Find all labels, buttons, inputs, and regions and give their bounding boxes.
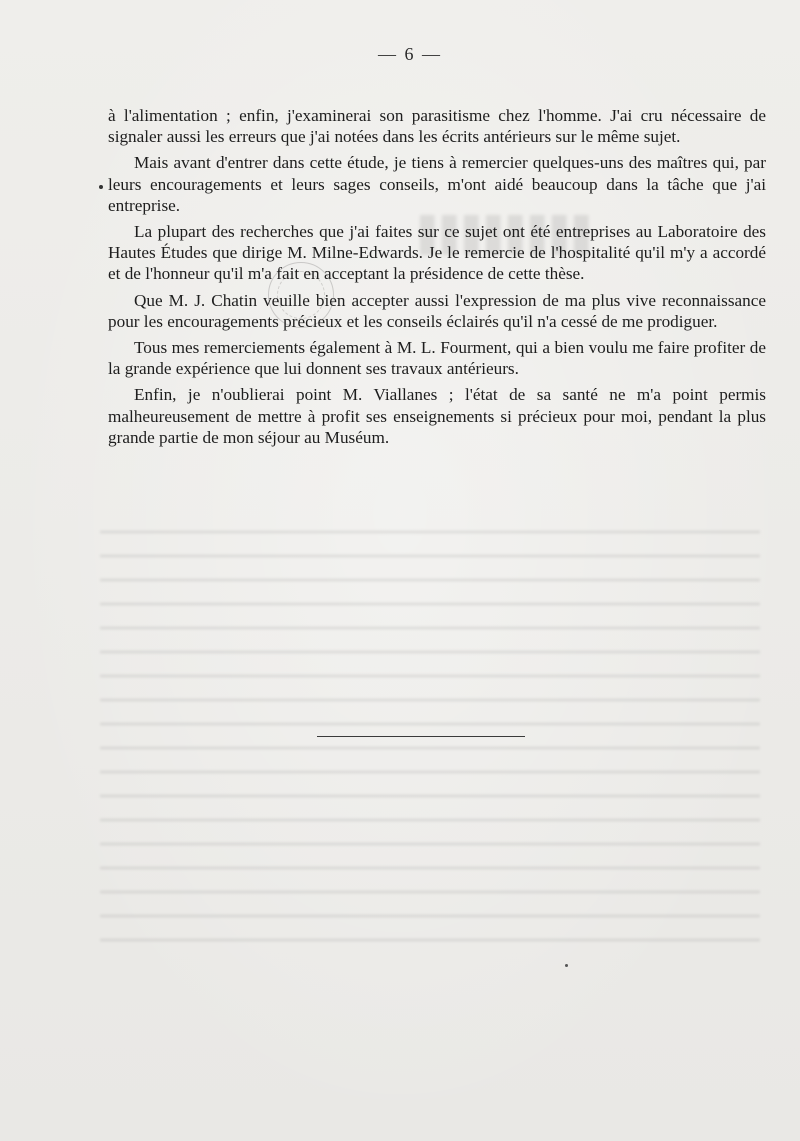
bleed-through-text xyxy=(100,520,760,960)
section-separator-rule xyxy=(317,736,525,737)
paragraph-thanks-intro: Mais avant d'entrer dans cette étude, je tiens à remercier quelques-uns des maîtres qui, par leurs encouragements et leurs sages conseils, m'ont aidé beaucoup dans la tâche que j'ai entreprise. xyxy=(108,153,766,215)
margin-dot xyxy=(99,185,103,189)
page-speck xyxy=(565,964,568,967)
paragraph-laboratory: La plupart des recherches que j'ai faites sur ce sujet ont été entreprises au Laboratoire des Hautes Études que dirige M. Milne-Edwards. Je le remercie de l'hospitalité qu'il m'y a accordé et de l'honneur qu'il m'a fait en acceptant la présidence de cette thèse. xyxy=(108,222,766,284)
paragraph-continuation: à l'alimentation ; enfin, j'examinerai son parasitisme chez l'homme. J'ai cru nécessaire de signaler aussi les erreurs que j'ai notées dans les écrits antérieurs sur le même sujet. xyxy=(108,106,766,147)
body-text xyxy=(108,105,766,453)
paragraph-viallanes: Enfin, je n'oublierai point M. Viallanes ; l'état de sa santé ne m'a point permis malheureusement de mettre à profit ses enseignements si précieux pour moi, pendant la plus grande partie de mon séjour au Muséum. xyxy=(108,385,766,447)
paragraph-fourment: Tous mes remerciements également à M. L. Fourment, qui a bien voulu me faire profiter de la grande expérience que lui donnent ses travaux antérieurs. xyxy=(108,338,766,379)
paragraph-chatin: Que M. J. Chatin veuille bien accepter aussi l'expression de ma plus vive reconnaissance pour les encouragements précieux et les conseils éclairés qu'il n'a cessé de me prodiguer. xyxy=(108,290,766,331)
page-number: — 6 — xyxy=(378,44,442,64)
